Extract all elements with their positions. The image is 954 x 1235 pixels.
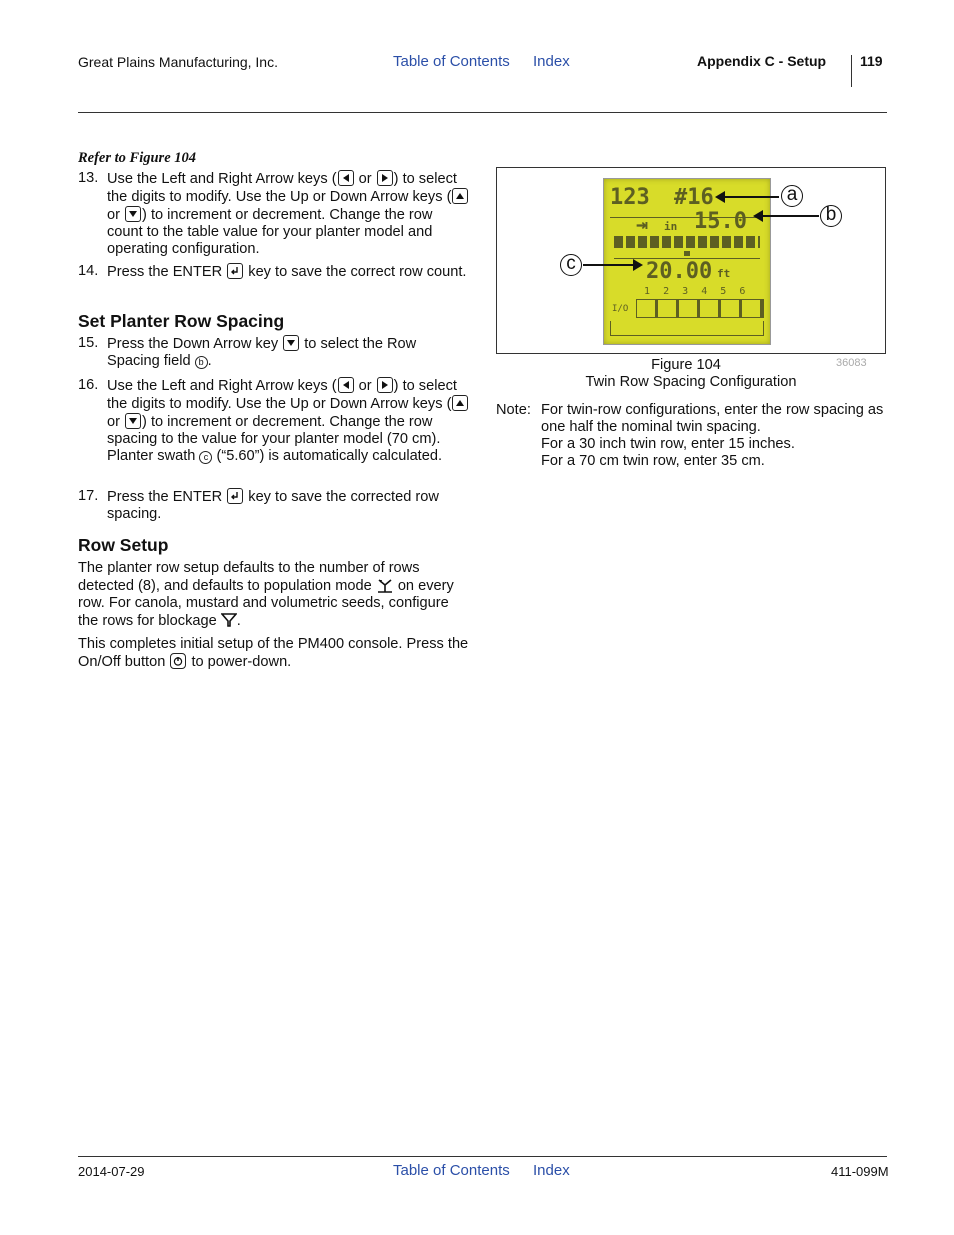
lcd-row-bar: [614, 236, 760, 248]
enter-key-icon: [227, 263, 243, 279]
callout-c-line: [583, 264, 633, 266]
left-arrow-key-icon: [338, 377, 354, 393]
callout-b-line: [759, 215, 819, 217]
callout-a: a: [781, 185, 803, 207]
down-arrow-key-icon: [125, 206, 141, 222]
figure-reference: Refer to Figure 104: [78, 150, 197, 166]
right-arrow-key-icon: [377, 377, 393, 393]
step-14: 14. Press the ENTER key to save the correct row count.: [78, 263, 467, 280]
lcd-spacing-arrows: ⇥: [636, 212, 649, 236]
callout-a-arrowhead: [715, 191, 725, 203]
figure-caption: [496, 357, 886, 391]
header-toc-link[interactable]: Table of Contents: [393, 53, 510, 70]
company-name: Great Plains Manufacturing, Inc.: [78, 54, 278, 70]
note-text: For twin-row configurations, enter the row spacing as one half the nominal twin spacing. For a 30 inch twin row, enter 15 inches. For a 70 cm twin row, enter 35 cm.: [541, 402, 884, 469]
lcd-row-status-icons: [636, 299, 764, 318]
down-arrow-key-icon: [125, 413, 141, 429]
section-title: Appendix C - Setup: [697, 53, 827, 69]
step-17: 17. Press the ENTER key to save the corrected row spacing.: [78, 488, 439, 522]
left-arrow-key-icon: [338, 170, 354, 186]
lcd-swath-value: 20.00: [646, 259, 713, 284]
lcd-io-label: I/O: [612, 304, 629, 314]
header-index-link[interactable]: Index: [533, 53, 570, 70]
heading-row-setup: Row Setup: [78, 535, 169, 555]
figure-104-frame: [496, 167, 886, 354]
step-16: 16. Use the Left and Right Arrow keys ( or ) to select the digits to modify. Use the Up or Down Arrow keys ( or ) to increment or decrement. Change the row spacing to the value for your planter model (70 cm). Planter swath c (“5.60”) is automatically calculated.: [78, 377, 470, 465]
heading-set-row-spacing: Set Planter Row Spacing: [78, 311, 285, 331]
callout-c-badge: c: [199, 451, 212, 464]
lcd-swath-unit: ft: [717, 267, 731, 280]
lcd-center-mark: [684, 251, 690, 256]
callout-a-line: [721, 196, 779, 198]
footer-rule: [78, 1156, 887, 1157]
lcd-spacing-unit: in: [664, 220, 678, 233]
lcd-bottom-frame: [610, 321, 764, 336]
down-arrow-key-icon: [283, 335, 299, 351]
up-arrow-key-icon: [452, 395, 468, 411]
callout-c-arrowhead: [633, 259, 643, 271]
figure-id: 36083: [836, 357, 867, 369]
footer-date: 2014-07-29: [78, 1164, 145, 1179]
lcd-row-numbers: 1 2 3 4 5 6: [644, 286, 746, 297]
step-15: 15. Press the Down Arrow key to select the Row Spacing field b .: [78, 335, 417, 369]
callout-b-arrowhead: [753, 210, 763, 222]
lcd-screen: [603, 178, 771, 345]
callout-b-badge: b: [195, 356, 208, 369]
footer-doc-number: 411-099M: [831, 1164, 889, 1179]
callout-b: b: [820, 205, 842, 227]
header-divider: [851, 55, 852, 87]
up-arrow-key-icon: [452, 188, 468, 204]
page-number: 119: [860, 53, 883, 69]
footer-index-link[interactable]: Index: [533, 1162, 570, 1179]
lcd-row-count: #16: [674, 185, 714, 210]
figure-number: Figure 104: [651, 357, 721, 373]
population-mode-icon: [376, 577, 394, 593]
callout-c: c: [560, 254, 582, 276]
figure-title: Twin Row Spacing Configuration: [585, 374, 797, 390]
blockage-icon: [221, 612, 237, 628]
note-label: Note:: [496, 402, 531, 418]
lcd-code: 123: [610, 185, 650, 210]
step-13: 13. Use the Left and Right Arrow keys ( or ) to select the digits to modify. Use the Up or Down Arrow keys ( or ) to increment or decrement. Change the row count to the table value for your planter model and operating configuration.: [78, 170, 470, 258]
enter-key-icon: [227, 488, 243, 504]
right-arrow-key-icon: [377, 170, 393, 186]
row-setup-paragraph: The planter row setup defaults to the number of rows detected (8), and defaults to population mode on every row. For canola, mustard and volumetric seeds, configure the rows for blockage .: [78, 560, 454, 629]
lcd-spacing-value: 15.0: [694, 209, 747, 234]
header-rule: [78, 112, 887, 113]
power-button-icon: [170, 653, 186, 669]
footer-toc-link[interactable]: Table of Contents: [393, 1162, 510, 1179]
power-down-paragraph: This completes initial setup of the PM400 console. Press the On/Off button to power-down.: [78, 636, 469, 670]
